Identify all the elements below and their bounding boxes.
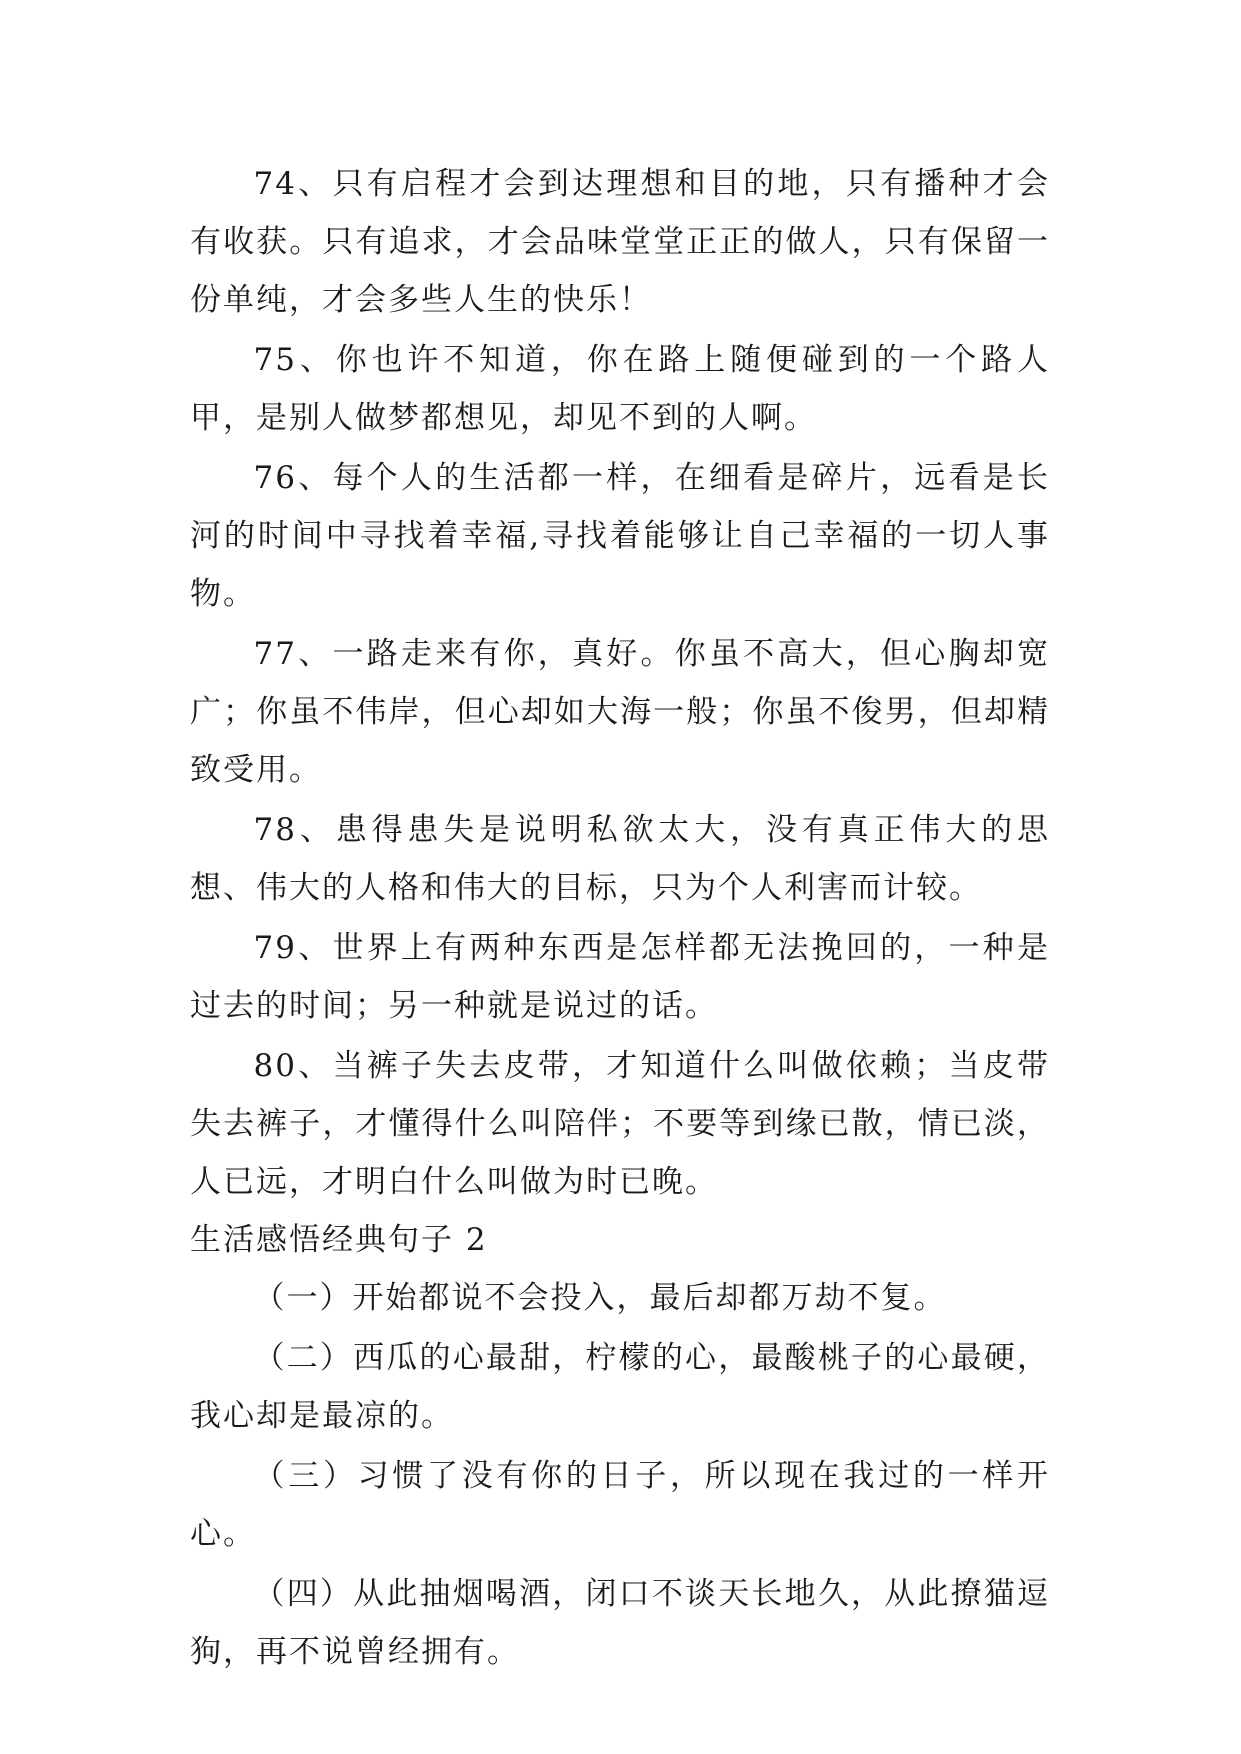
paragraph-74: 74、只有启程才会到达理想和目的地，只有播种才会有收获。只有追求，才会品味堂堂正正的做人，只有保留一份单纯，才会多些人生的快乐！ [190, 166, 1050, 318]
paragraph-75: 75、你也许不知道，你在路上随便碰到的一个路人甲，是别人做梦都想见，却见不到的人啊。 [190, 342, 1050, 436]
section-title: 生活感悟经典句子 2 [190, 1222, 488, 1258]
section-item-1: （一）开始都说不会投入，最后却都万劫不复。 [253, 1280, 947, 1316]
section-item-4: （四）从此抽烟喝酒，闭口不谈天长地久，从此撩猫逗狗，再不说曾经拥有。 [190, 1576, 1050, 1670]
paragraph-78: 78、患得患失是说明私欲太大，没有真正伟大的思想、伟大的人格和伟大的目标，只为个人利害而计较。 [190, 812, 1050, 906]
section-item-3: （三）习惯了没有你的日子，所以现在我过的一样开心。 [190, 1458, 1050, 1552]
paragraph-79: 79、世界上有两种东西是怎样都无法挽回的，一种是过去的时间；另一种就是说过的话。 [190, 930, 1050, 1024]
paragraph-77: 77、一路走来有你，真好。你虽不高大，但心胸却宽广；你虽不伟岸，但心却如大海一般；你虽不俊男，但却精致受用。 [190, 636, 1050, 788]
document-page [190, 155, 1050, 1681]
section-item-2: （二）西瓜的心最甜，柠檬的心，最酸桃子的心最硬，我心却是最凉的。 [190, 1340, 1050, 1434]
paragraph-76: 76、每个人的生活都一样，在细看是碎片，远看是长河的时间中寻找着幸福,寻找着能够让自己幸福的一切人事物。 [190, 460, 1050, 612]
paragraph-80: 80、当裤子失去皮带，才知道什么叫做依赖；当皮带失去裤子，才懂得什么叫陪伴；不要等到缘已散，情已淡，人已远，才明白什么叫做为时已晚。 [190, 1048, 1050, 1200]
